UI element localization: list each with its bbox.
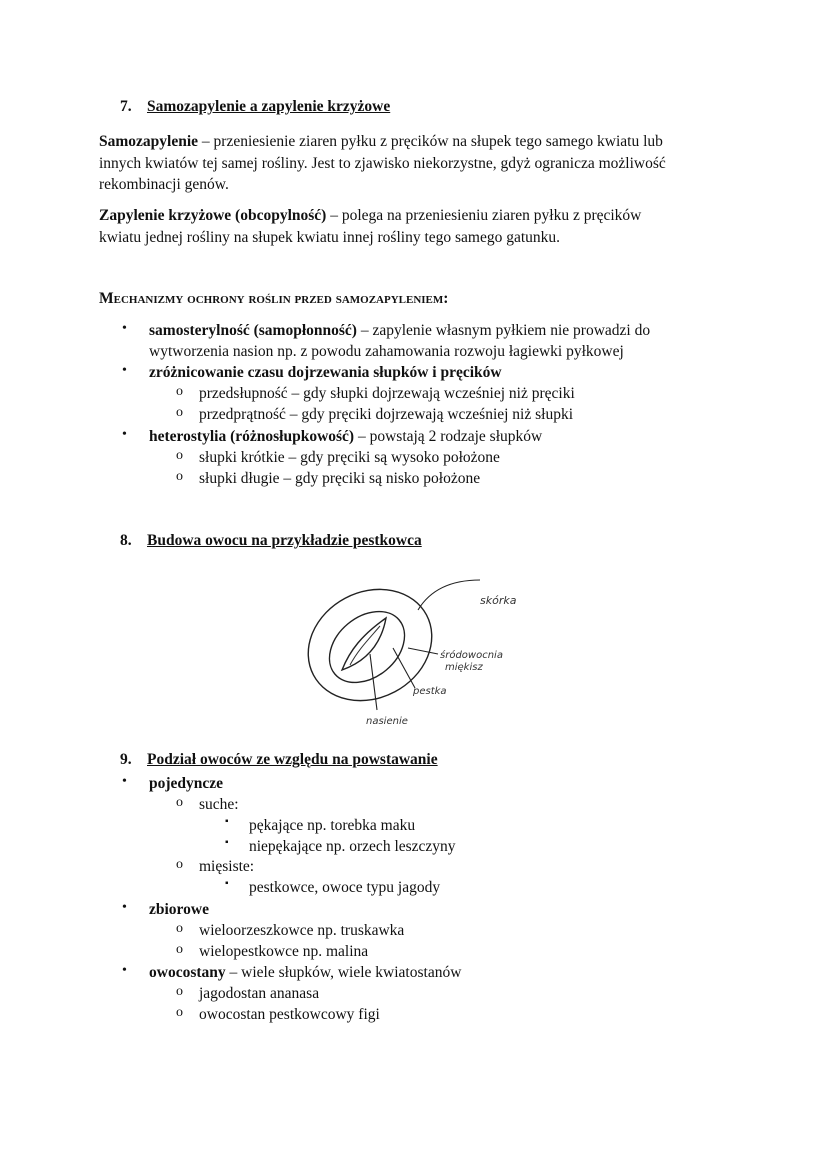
mesocarp-pointer: [408, 648, 438, 654]
circle-bullet: o: [176, 984, 183, 999]
circle-bullet: o: [176, 469, 183, 484]
term-bold: pojedyncze: [149, 775, 224, 792]
list-item: [149, 427, 542, 447]
circle-bullet: o: [176, 384, 183, 399]
label-stone: pestka: [413, 686, 447, 697]
circle-bullet: o: [176, 942, 183, 957]
sub-list-item: słupki krótkie – gdy pręciki są wysoko położone: [199, 449, 500, 466]
list-item: [149, 900, 209, 920]
sub-list-item: owocostan pestkowcowy figi: [199, 1006, 380, 1023]
list-item-continuation: wytworzenia nasion np. z powodu zahamowania rozwoju łagiewki pyłkowej: [149, 343, 624, 360]
section-number: 9.: [120, 751, 132, 768]
text: – powstają 2 rodzaje słupków: [354, 428, 543, 445]
section-title: Podział owoców ze względu na powstawanie: [147, 751, 438, 768]
stone-outline: [316, 597, 419, 697]
term-bold: zróżnicowanie czasu dojrzewania słupków i pręcików: [149, 364, 502, 381]
circle-bullet: o: [176, 405, 183, 420]
sub-sub-list-item: pękające np. torebka maku: [249, 817, 416, 834]
seed-pointer: [370, 654, 377, 710]
term-bold: zbiorowe: [149, 901, 209, 918]
list-item: [149, 321, 650, 341]
text: innych kwiatów tej samej rośliny. Jest to zjawisko niekorzystne, gdyż ogranicza możliwość: [99, 154, 666, 172]
sub-list-item: wieloorzeszkowce np. truskawka: [199, 922, 405, 939]
skin-pointer: [418, 580, 480, 610]
square-bullet: ▪: [225, 837, 229, 848]
bullet: •: [122, 363, 127, 378]
circle-bullet: o: [176, 921, 183, 936]
text: – przeniesienie ziaren pyłku z pręcików na słupek tego samego kwiatu lub: [198, 133, 663, 150]
term-bold: Zapylenie krzyżowe (obcopylność): [99, 207, 327, 224]
label-skin: skórka: [480, 594, 517, 607]
text: – wiele słupków, wiele kwiatostanów: [225, 964, 462, 981]
list-item: [149, 363, 502, 383]
section-title: Samozapylenie a zapylenie krzyżowe: [147, 98, 391, 115]
sub-list-item: przedsłupność – gdy słupki dojrzewają wcześniej niż pręciki: [199, 385, 575, 402]
section-number: 8.: [120, 532, 132, 549]
paragraph-self-pollination: [99, 131, 739, 196]
sub-sub-list-item: niepękające np. orzech leszczyny: [249, 838, 456, 855]
section-number: 7.: [120, 98, 132, 115]
term-bold: owocostany: [149, 964, 226, 981]
sub-list-item: wielopestkowce np. malina: [199, 943, 369, 960]
circle-bullet: o: [176, 857, 183, 872]
sub-list-item: jagodostan ananasa: [199, 985, 320, 1002]
text: rekombinacji genów.: [99, 176, 229, 193]
sub-list-item: suche:: [199, 796, 239, 813]
label-mesocarp-2: miękisz: [445, 662, 483, 673]
paragraph-cross-pollination: [99, 205, 739, 248]
sub-list-item: przedprątność – gdy pręciki dojrzewają wcześniej niż słupki: [199, 406, 574, 423]
square-bullet: ▪: [225, 878, 229, 889]
sub-list-item: słupki długie – gdy pręciki są nisko położone: [199, 470, 481, 487]
stone-pointer: [393, 648, 415, 688]
list-item: [149, 774, 223, 794]
list-item: [149, 963, 461, 983]
fruit-outline: [290, 570, 451, 722]
section-title: Budowa owocu na przykładzie pestkowca: [147, 532, 422, 549]
label-mesocarp: śródowocnia: [440, 650, 503, 661]
bullet: •: [122, 321, 127, 336]
circle-bullet: o: [176, 795, 183, 810]
term-bold: heterostylia (różnosłupkowość): [149, 428, 355, 445]
sub-sub-list-item: pestkowce, owoce typu jagody: [249, 879, 441, 896]
text: kwiatu jednej rośliny na słupek kwiatu innej rośliny tego samego gatunku.: [99, 228, 561, 246]
term-bold: samosterylność (samopłonność): [149, 322, 357, 339]
text: – polega na przeniesieniu ziaren pyłku z pręcików: [326, 207, 642, 224]
bullet: •: [122, 427, 127, 442]
section-7-heading: [120, 98, 390, 116]
text: – zapylenie własnym pyłkiem nie prowadzi do: [356, 322, 651, 339]
label-seed: nasienie: [366, 716, 408, 727]
sub-list-item: mięsiste:: [199, 858, 255, 875]
bullet: •: [122, 963, 127, 978]
circle-bullet: o: [176, 1005, 183, 1020]
term-bold: Samozapylenie: [99, 133, 199, 150]
drupe-diagram: [290, 570, 550, 735]
section-8-heading: [120, 532, 422, 550]
circle-bullet: o: [176, 448, 183, 463]
mechanisms-heading: Mechanizmy ochrony roślin przed samozapyleniem:: [99, 290, 449, 307]
section-9-heading: [120, 751, 438, 769]
square-bullet: ▪: [225, 816, 229, 827]
bullet: •: [122, 900, 127, 915]
bullet: •: [122, 774, 127, 789]
